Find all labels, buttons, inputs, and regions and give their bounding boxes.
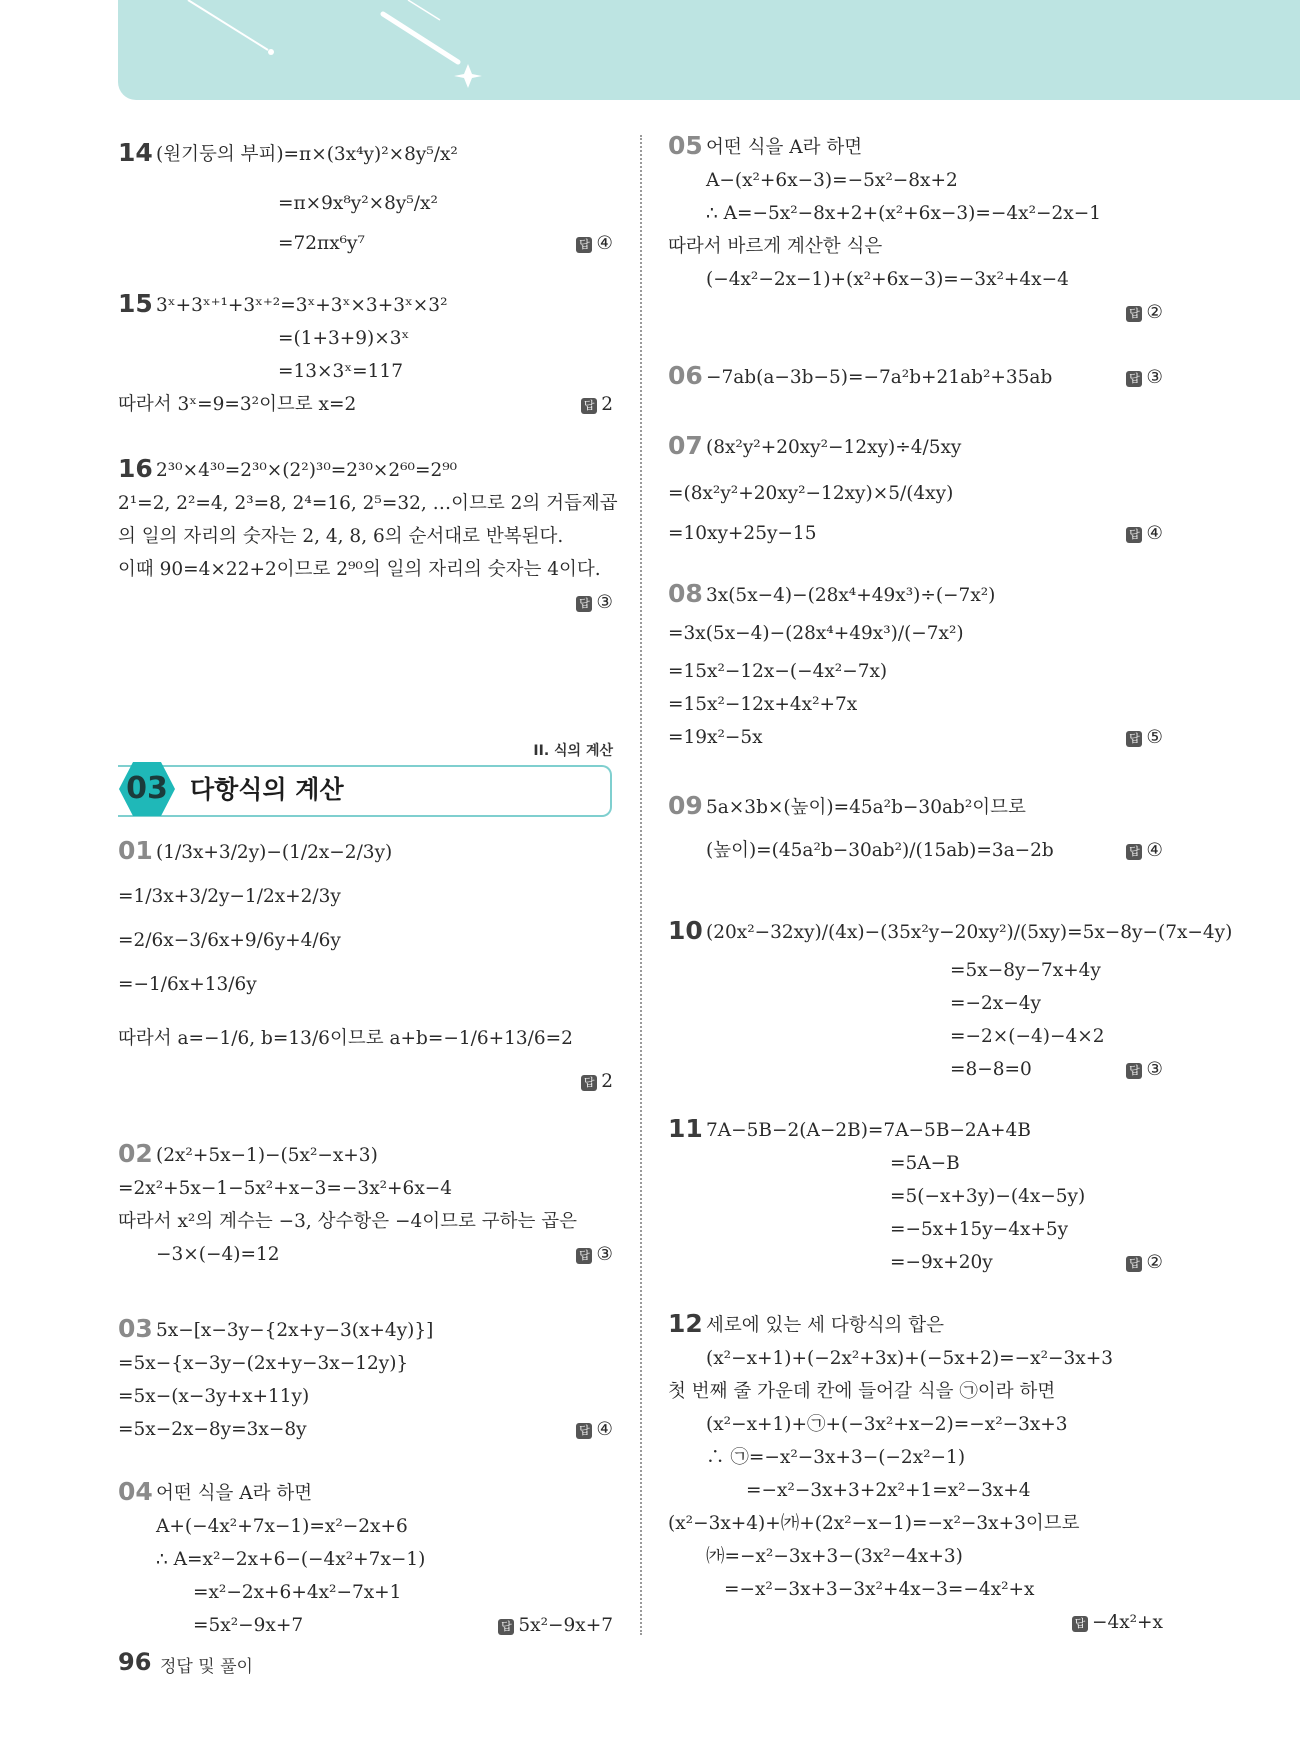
problem-07 [668, 430, 1163, 560]
answer-icon: 답 [581, 398, 597, 414]
answer-icon: 답 [1126, 731, 1142, 747]
problem-08 [668, 580, 1163, 760]
shooting-star-decoration [118, 0, 618, 100]
solution-line: 5a×3b×(높이)=45a²b−30ab²이므로 [706, 797, 1026, 818]
solution-line: (1/3x+3/2y)−(1/2x−2/3y) [156, 842, 393, 863]
problem-number: 01 [118, 836, 153, 865]
solution-line: =15x²−12x−(−4x²−7x) [668, 661, 888, 682]
header-banner [118, 0, 1300, 100]
problem-02 [118, 1140, 613, 1280]
solution-line: =15x²−12x+4x²+7x [668, 694, 858, 715]
problem-03 [118, 1315, 613, 1455]
solution-line: =72πx⁶y⁷ [278, 233, 365, 254]
solution-line: (x²−x+1)+㉠+(−3x²+x−2)=−x²−3x+3 [706, 1414, 1068, 1435]
solution-line: 이때 90=4×22+2이므로 2⁹⁰의 일의 자리의 숫자는 4이다. [118, 559, 601, 580]
answer-icon: 답 [1126, 527, 1142, 543]
page-number: 96 [118, 1648, 152, 1676]
answer-icon: 답 [1126, 306, 1142, 322]
problem-number: 02 [118, 1139, 153, 1168]
answer-label: 답 ② [1126, 1249, 1163, 1277]
problem-number: 04 [118, 1477, 153, 1506]
problem-number: 03 [118, 1314, 153, 1343]
section-title: 다항식의 계산 [190, 775, 344, 804]
solution-line: =1/3x+3/2y−1/2x+2/3y [118, 886, 341, 907]
solution-line: =x²−2x+6+4x²−7x+1 [193, 1582, 402, 1603]
solution-line: 의 일의 자리의 숫자는 2, 4, 8, 6의 순서대로 반복된다. [118, 526, 564, 547]
solution-line: −7ab(a−3b−5)=−7a²b+21ab²+35ab [706, 367, 1053, 388]
solution-line: 3ˣ+3ˣ⁺¹+3ˣ⁺²=3ˣ+3ˣ×3+3ˣ×3² [156, 295, 448, 316]
solution-line: 따라서 3ˣ=9=3²이므로 x=2 [118, 394, 357, 415]
answer-label: 답 ③ [1126, 364, 1163, 392]
solution-line: A−(x²+6x−3)=−5x²−8x+2 [706, 170, 958, 191]
solution-line: (−4x²−2x−1)+(x²+6x−3)=−3x²+4x−4 [706, 269, 1069, 290]
answer-label: 답 ③ [576, 589, 613, 617]
problem-04 [118, 1478, 613, 1648]
solution-line: =8−8=0 [950, 1059, 1032, 1080]
solution-line: =5x−(x−3y+x+11y) [118, 1386, 310, 1407]
solution-line: A+(−4x²+7x−1)=x²−2x+6 [156, 1516, 408, 1537]
solution-line: =5(−x+3y)−(4x−5y) [890, 1186, 1086, 1207]
solution-line: =−x²−3x+3−3x²+4x−3=−4x²+x [724, 1579, 1035, 1600]
answer-icon: 답 [498, 1619, 514, 1635]
problem-05 [668, 130, 1163, 330]
section-number: 03 [126, 771, 168, 806]
solution-line: ∴ ㉠=−x²−3x+3−(−2x²−1) [706, 1447, 966, 1468]
answer-label: 답 ④ [576, 230, 613, 258]
solution-line: ㈎=−x²−3x+3−(3x²−4x+3) [706, 1546, 963, 1567]
solution-line: 2¹=2, 2²=4, 2³=8, 2⁴=16, 2⁵=32, …이므로 2의 거듭제곱 [118, 493, 618, 514]
solution-line: =(1+3+9)×3ˣ [278, 328, 410, 349]
solution-line: 세로에 있는 세 다항식의 합은 [706, 1315, 944, 1336]
solution-line: (2x²+5x−1)−(5x²−x+3) [156, 1145, 378, 1166]
answer-label: 답 ④ [1126, 837, 1163, 865]
solution-line: =19x²−5x [668, 727, 763, 748]
answer-icon: 답 [576, 1248, 592, 1264]
answer-icon: 답 [576, 596, 592, 612]
answer-icon: 답 [581, 1075, 597, 1091]
solution-line: 따라서 a=−1/6, b=13/6이므로 a+b=−1/6+13/6=2 [118, 1028, 573, 1049]
solution-line: 따라서 바르게 계산한 식은 [668, 236, 883, 257]
solution-line: (x²−3x+4)+㈎+(2x²−x−1)=−x²−3x+3이므로 [668, 1513, 1080, 1534]
solution-line: =−x²−3x+3+2x²+1=x²−3x+4 [746, 1480, 1031, 1501]
solution-line: =−1/6x+13/6y [118, 974, 257, 995]
solution-line: −3×(−4)=12 [156, 1244, 280, 1265]
problem-number: 15 [118, 289, 153, 318]
answer-label: 답 ③ [1126, 1056, 1163, 1084]
solution-line: =5A−B [890, 1153, 960, 1174]
solution-line: (20x²−32xy)/(4x)−(35x²y−20xy²)/(5xy)=5x−8y−(7x−4y) [706, 922, 1233, 943]
problem-15 [118, 290, 613, 420]
section-path: II. 식의 계산 [533, 743, 613, 759]
solution-line: 첫 번째 줄 가운데 칸에 들어갈 식을 ㉠이라 하면 [668, 1381, 1056, 1402]
problem-14 [118, 135, 613, 255]
problem-09 [668, 792, 1163, 872]
problem-number: 14 [118, 138, 153, 167]
answer-label: 답 ③ [576, 1241, 613, 1269]
answer-label: 답 5x²−9x+7 [498, 1612, 613, 1640]
footer-label: 정답 및 풀이 [160, 1657, 253, 1677]
solution-line: =2x²+5x−1−5x²+x−3=−3x²+6x−4 [118, 1178, 453, 1199]
problem-number: 08 [668, 579, 703, 608]
solution-line: ∴ A=−5x²−8x+2+(x²+6x−3)=−4x²−2x−1 [706, 203, 1101, 224]
problem-number: 11 [668, 1114, 703, 1143]
solution-line: =(8x²y²+20xy²−12xy)×5/(4xy) [668, 483, 954, 504]
solution-line: =π×9x⁸y²×8y⁵/x² [278, 193, 438, 214]
answer-icon: 답 [1126, 1256, 1142, 1272]
solution-line: (x²−x+1)+(−2x²+3x)+(−5x+2)=−x²−3x+3 [706, 1348, 1113, 1369]
solution-line: =5x²−9x+7 [193, 1615, 304, 1636]
solution-line: =−5x+15y−4x+5y [890, 1219, 1069, 1240]
answer-label: 답 ④ [576, 1416, 613, 1444]
problem-number: 06 [668, 361, 703, 390]
answer-label: 답 2 [581, 391, 613, 419]
column-divider [640, 135, 642, 1635]
answer-icon: 답 [1126, 1063, 1142, 1079]
problem-11 [668, 1115, 1163, 1290]
answer-label: 답 −4x²+x [1072, 1609, 1163, 1637]
answer-label: 답 2 [581, 1068, 613, 1096]
answer-icon: 답 [576, 1423, 592, 1439]
solution-line: 어떤 식을 A라 하면 [156, 1483, 313, 1504]
problem-01 [118, 835, 613, 1095]
problem-number: 10 [668, 916, 703, 945]
solution-line: =2/6x−3/6x+9/6y+4/6y [118, 930, 341, 951]
solution-line: (8x²y²+20xy²−12xy)÷4/5xy [706, 437, 962, 458]
solution-line: =10xy+25y−15 [668, 523, 817, 544]
problem-06 [668, 362, 1163, 396]
problem-10 [668, 915, 1233, 1090]
problem-16 [118, 454, 618, 615]
solution-line: (높이)=(45a²b−30ab²)/(15ab)=3a−2b [706, 840, 1054, 861]
solution-line: ∴ A=x²−2x+6−(−4x²+7x−1) [156, 1549, 426, 1570]
solution-line: =5x−2x−8y=3x−8y [118, 1419, 307, 1440]
solution-line: (원기둥의 부피)=π×(3x⁴y)²×8y⁵/x² [156, 144, 458, 165]
answer-label: 답 ② [1126, 299, 1163, 327]
problem-number: 05 [668, 131, 703, 160]
solution-line: 7A−5B−2(A−2B)=7A−5B−2A+4B [706, 1120, 1031, 1141]
answer-label: 답 ⑤ [1126, 724, 1163, 752]
solution-line: =13×3ˣ=117 [278, 361, 403, 382]
problem-12 [668, 1310, 1163, 1640]
solution-line: =3x(5x−4)−(28x⁴+49x³)/(−7x²) [668, 623, 964, 644]
solution-line: 따라서 x²의 계수는 −3, 상수항은 −4이므로 구하는 곱은 [118, 1211, 577, 1232]
problem-number: 12 [668, 1309, 703, 1338]
solution-line: 어떤 식을 A라 하면 [706, 137, 863, 158]
solution-line: =5x−{x−3y−(2x+y−3x−12y)} [118, 1353, 409, 1374]
answer-label: 답 ④ [1126, 520, 1163, 548]
problem-number: 09 [668, 791, 703, 820]
solution-line: =−9x+20y [890, 1252, 993, 1273]
solution-line: 3x(5x−4)−(28x⁴+49x³)÷(−7x²) [706, 585, 996, 606]
problem-number: 16 [118, 454, 153, 483]
answer-icon: 답 [576, 237, 592, 253]
solution-line: 2³⁰×4³⁰=2³⁰×(2²)³⁰=2³⁰×2⁶⁰=2⁹⁰ [156, 460, 458, 481]
solution-line: =−2x−4y [950, 993, 1041, 1014]
solution-line: =5x−8y−7x+4y [950, 960, 1101, 981]
answer-icon: 답 [1126, 844, 1142, 860]
problem-number: 07 [668, 431, 703, 460]
answer-icon: 답 [1072, 1616, 1088, 1632]
solution-line: 5x−[x−3y−{2x+y−3(x+4y)}] [156, 1320, 434, 1341]
solution-line: =−2×(−4)−4×2 [950, 1026, 1105, 1047]
answer-icon: 답 [1126, 371, 1142, 387]
